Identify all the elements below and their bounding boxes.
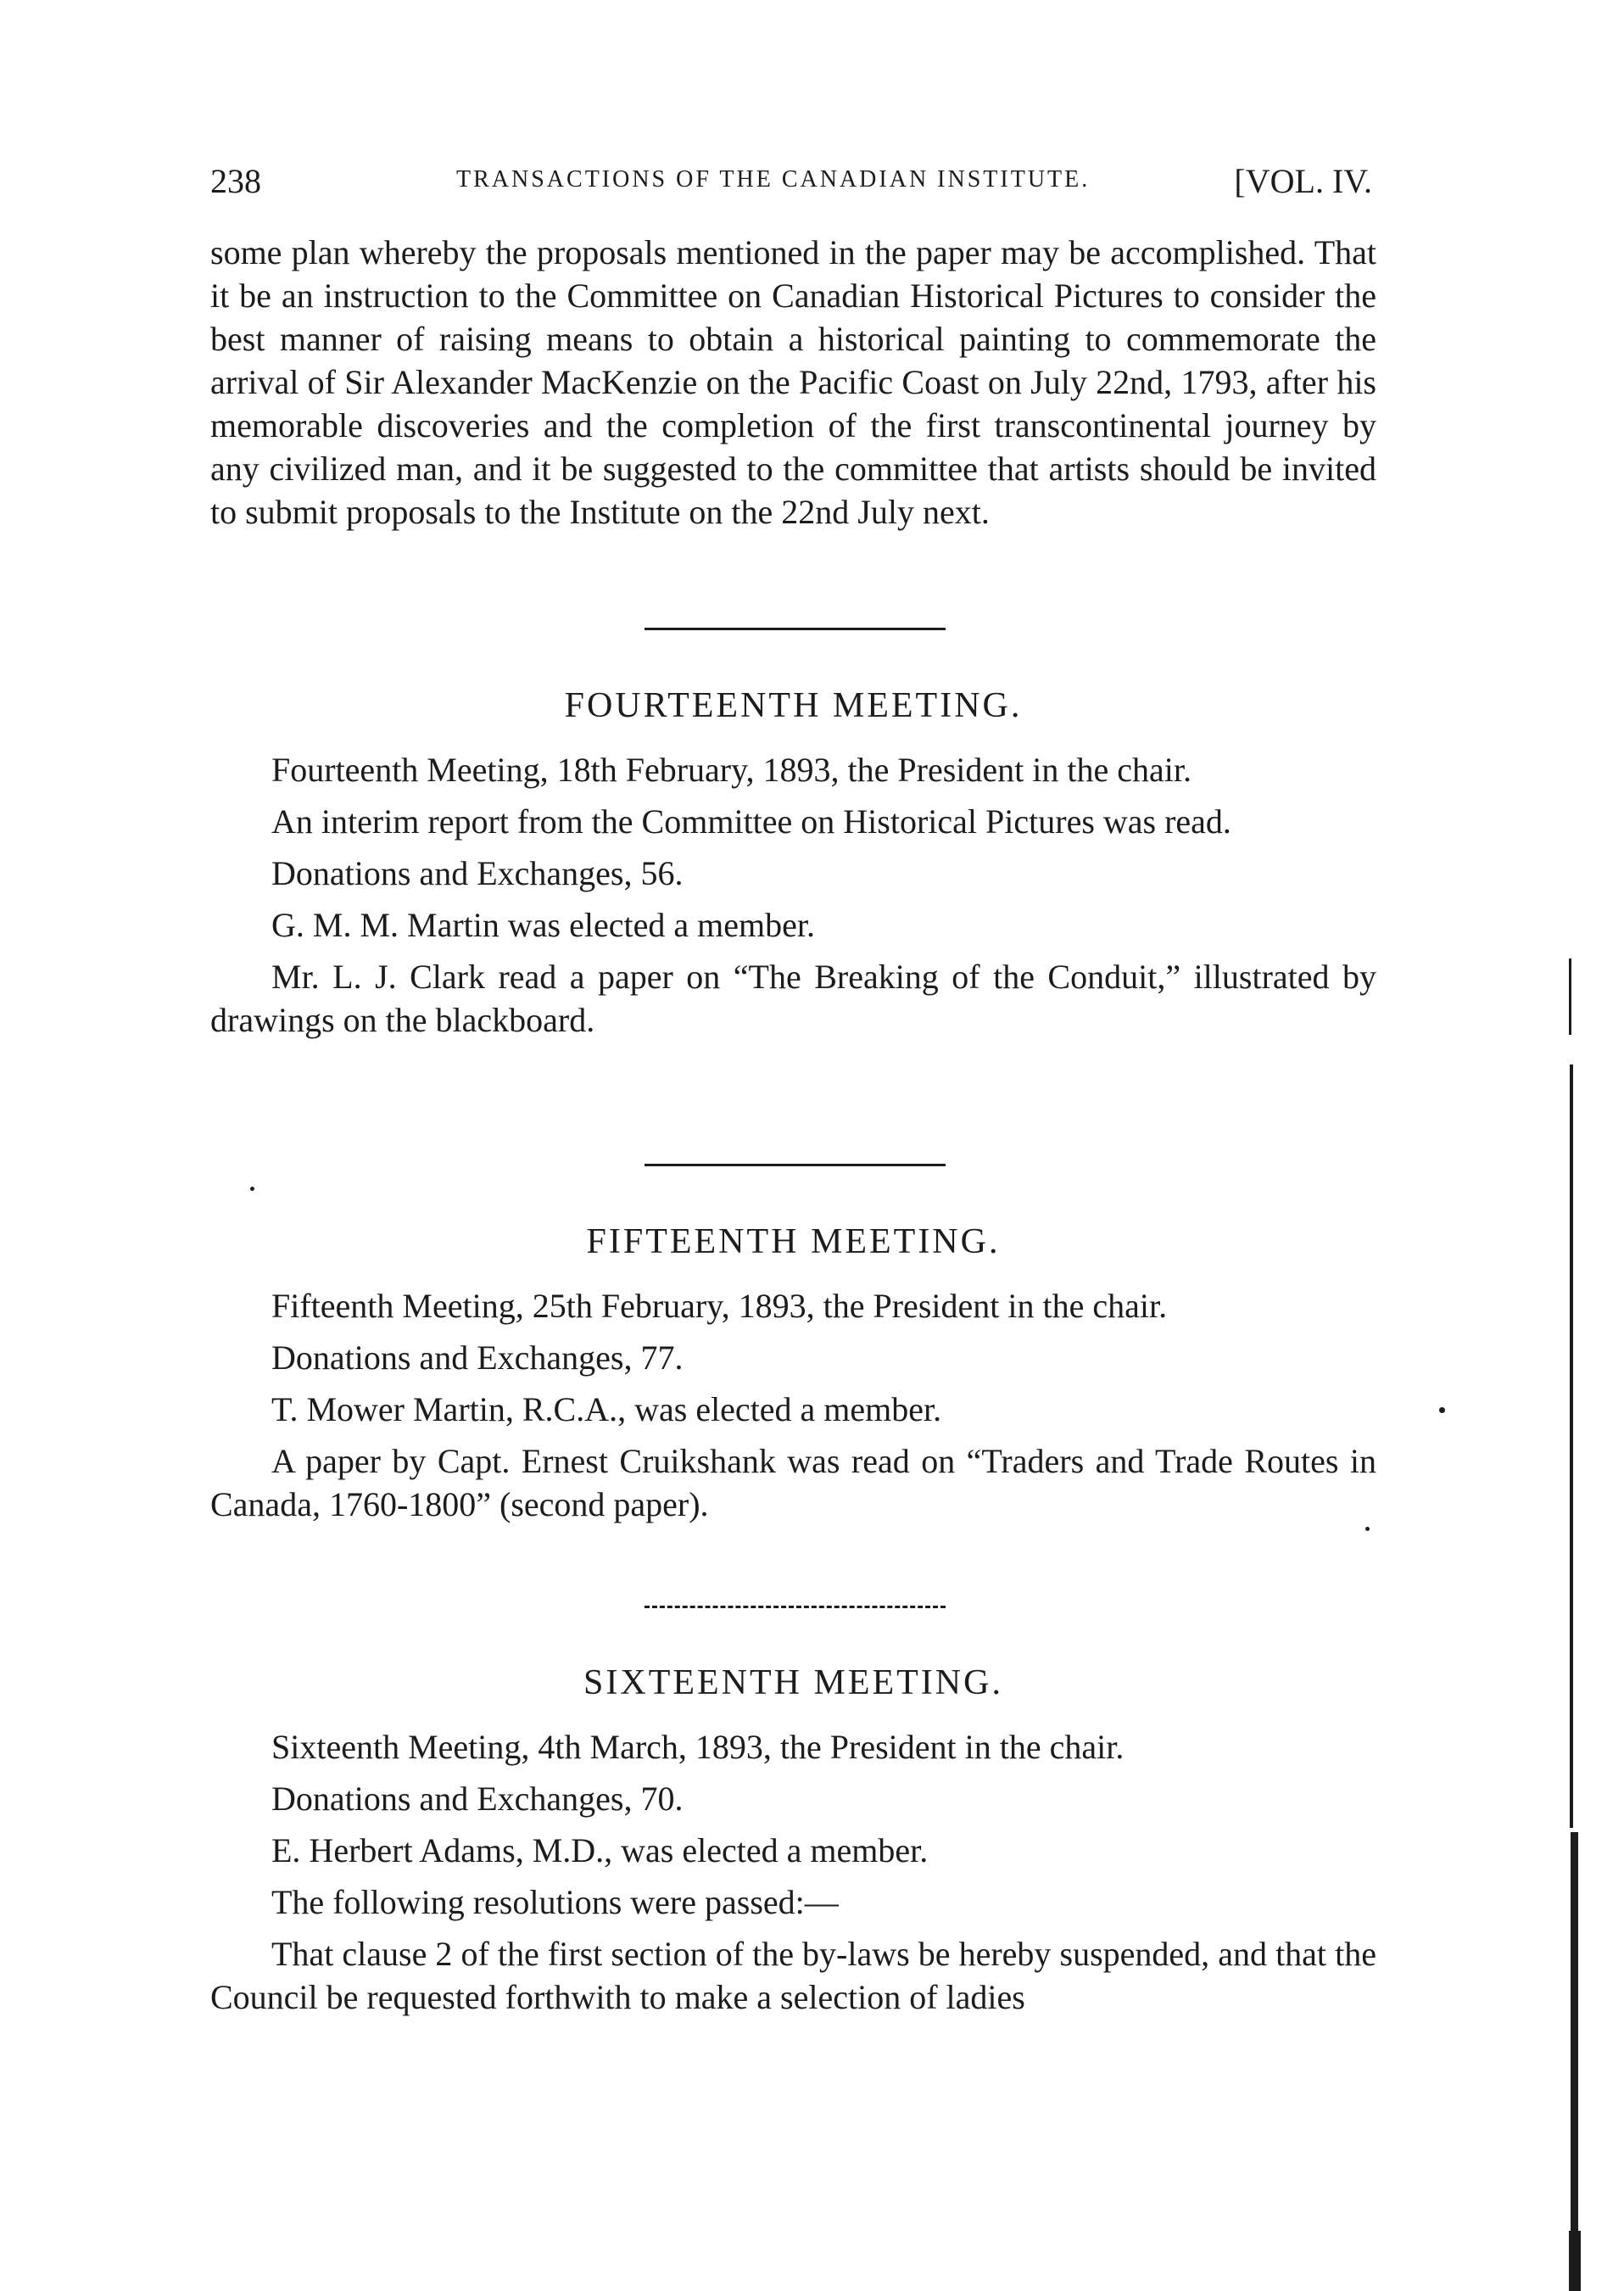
section-body-sixteenth bbox=[210, 1725, 1376, 2019]
section-heading-fourteenth: FOURTEENTH MEETING. bbox=[564, 686, 1023, 725]
scan-edge-mark bbox=[1569, 2231, 1581, 2291]
section-heading-sixteenth: SIXTEENTH MEETING. bbox=[583, 1663, 1003, 1702]
paragraph: Mr. L. J. Clark read a paper on “The Breaking of the Conduit,” illustrated by drawings on the blackboard. bbox=[210, 958, 1376, 1039]
section-body-fifteenth bbox=[210, 1284, 1376, 1526]
paragraph: That clause 2 of the first section of the by-laws be hereby suspended, and that the Council be requested forthwith to make a selection of ladies bbox=[210, 1935, 1376, 2016]
paragraph: Donations and Exchanges, 70. bbox=[271, 1780, 684, 1818]
paragraph: E. Herbert Adams, M.D., was elected a member. bbox=[271, 1831, 929, 1869]
section-divider bbox=[645, 1164, 946, 1166]
paragraph: Fourteenth Meeting, 18th February, 1893, the President in the chair. bbox=[271, 751, 1191, 789]
scan-edge-mark bbox=[1571, 1832, 1578, 2231]
paragraph: Sixteenth Meeting, 4th March, 1893, the President in the chair. bbox=[271, 1728, 1125, 1766]
section-divider bbox=[645, 1606, 946, 1608]
section-body-fourteenth bbox=[210, 748, 1376, 1042]
scan-speck bbox=[250, 1187, 254, 1191]
volume-label: [VOL. IV. bbox=[1234, 162, 1372, 200]
continuation-block bbox=[210, 231, 1376, 534]
scan-edge-mark bbox=[1569, 958, 1571, 1035]
paragraph: A paper by Capt. Ernest Cruikshank was read on “Traders and Trade Routes in Canada, 1760-1800” (second paper). bbox=[210, 1442, 1376, 1523]
paragraph: T. Mower Martin, R.C.A., was elected a member. bbox=[271, 1390, 942, 1428]
paragraph: Donations and Exchanges, 77. bbox=[271, 1338, 684, 1377]
paragraph: The following resolutions were passed:— bbox=[271, 1883, 839, 1921]
page-number: 238 bbox=[210, 162, 261, 200]
scan-speck bbox=[1365, 1527, 1370, 1531]
running-title: TRANSACTIONS OF THE CANADIAN INSTITUTE. bbox=[456, 166, 1091, 193]
paragraph: G. M. M. Martin was elected a member. bbox=[271, 906, 815, 944]
scan-speck bbox=[1439, 1407, 1445, 1413]
paragraph: Donations and Exchanges, 56. bbox=[271, 854, 684, 892]
paragraph: Fifteenth Meeting, 25th February, 1893, the President in the chair. bbox=[271, 1287, 1168, 1325]
continuation-paragraph: some plan whereby the proposals mentioned in the paper may be accomplished. That it be an instruction to the Committee on Canadian Historical Pictures to consider the best manner of raising means to obtain a historical painting to commemorate the arrival of Sir Alexander MacKenzie on the Pacific Coast on July 22nd, 1793, after his memorable discoveries and the completion of the first transcontinental journey by any civilized man, and it be suggested to the committee that artists should be invited to submit proposals to the Institute on the 22nd July next. bbox=[210, 233, 1376, 531]
running-header bbox=[210, 161, 1398, 212]
section-heading-fifteenth: FIFTEENTH MEETING. bbox=[586, 1222, 1001, 1261]
section-divider bbox=[645, 628, 946, 630]
paragraph: An interim report from the Committee on Historical Pictures was read. bbox=[271, 802, 1231, 841]
scan-edge-mark bbox=[1570, 1064, 1573, 1828]
